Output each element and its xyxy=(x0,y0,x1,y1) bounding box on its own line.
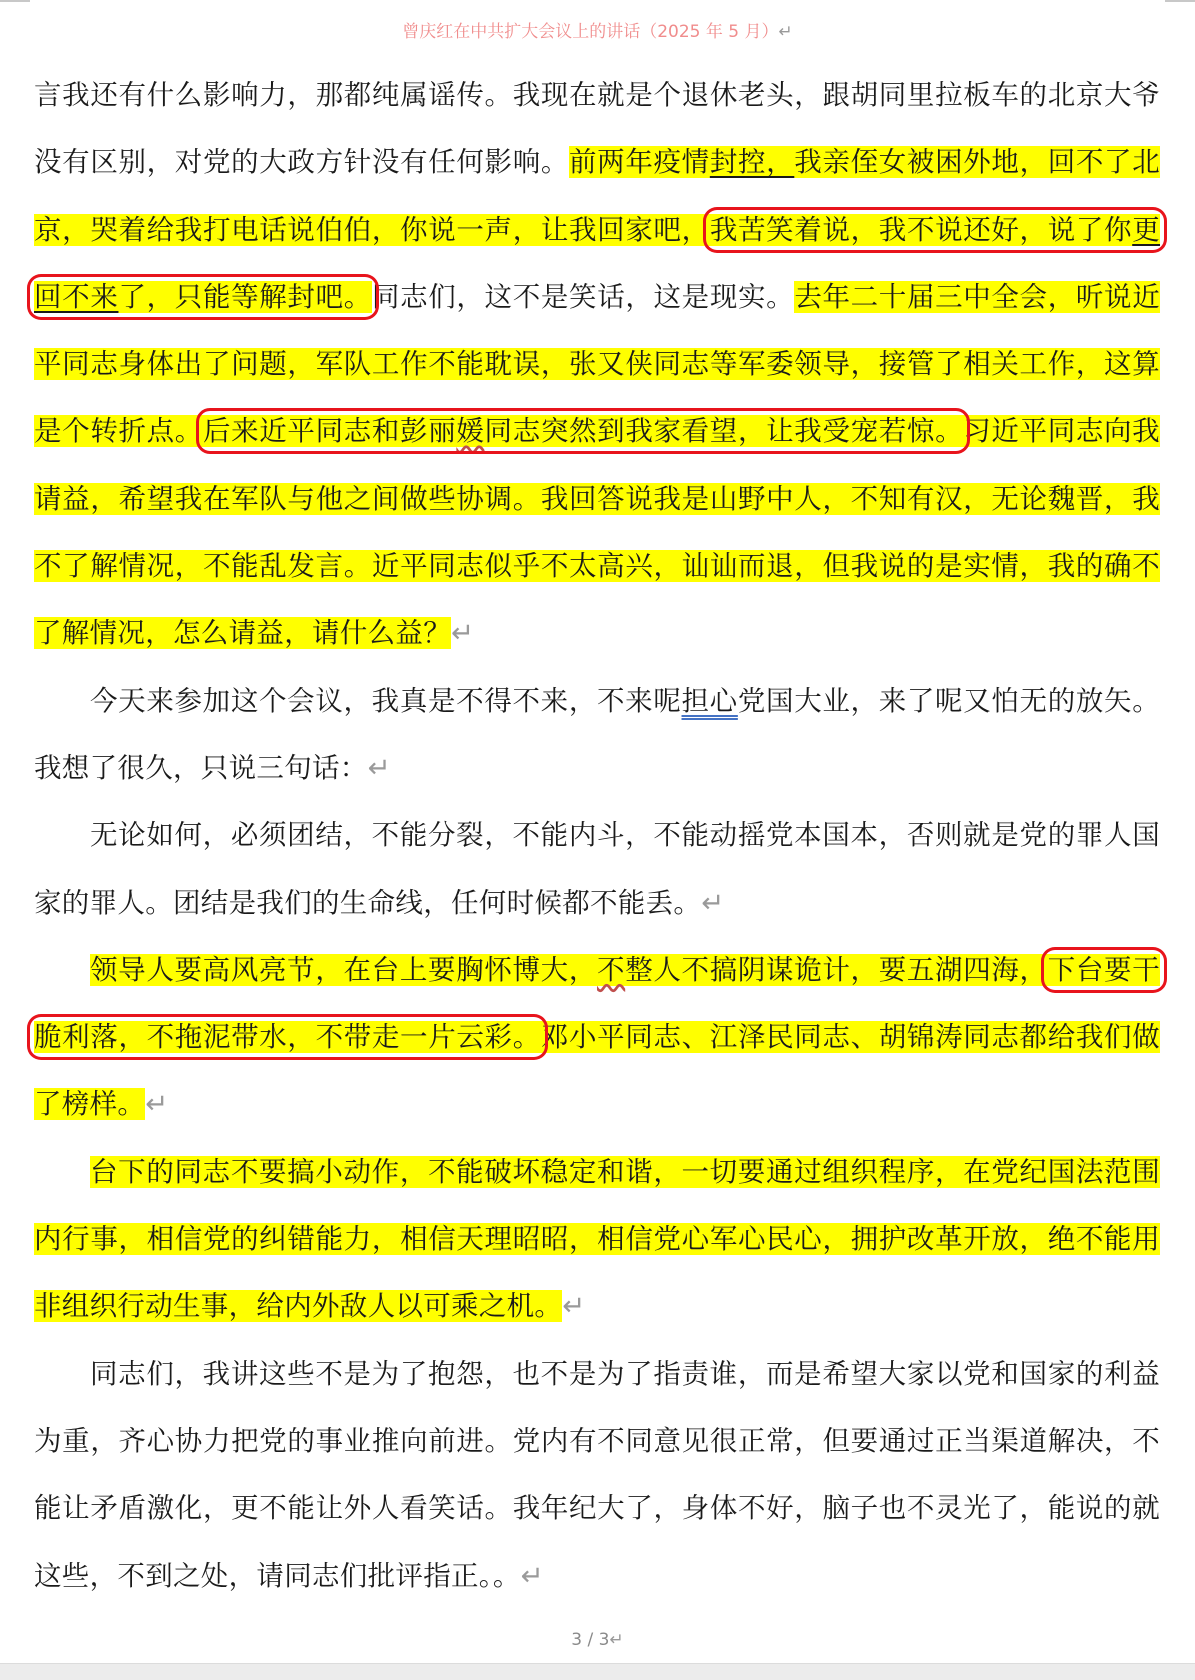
paragraph-mark-icon: ↵ xyxy=(701,886,725,919)
page-header xyxy=(0,17,1195,42)
spellcheck-underline: 不 xyxy=(597,953,626,986)
paragraph-mark-icon: ↵ xyxy=(520,1559,544,1592)
bottom-scroll-strip[interactable] xyxy=(0,1663,1195,1680)
paragraph-mark-icon: ↵ xyxy=(778,22,793,42)
text-run: 同志们，这不是笑话，这是现实。 xyxy=(371,280,795,313)
underlined-text: 封控， xyxy=(709,146,795,179)
paragraph-mark-icon: ↵ xyxy=(145,1088,169,1121)
document-body xyxy=(34,62,1160,1610)
highlighted-text: 前两年疫情封控，我亲侄女被困外地，回不了北京，哭着给我打电话说伯伯，你说一声，让我回家吧，我苦笑着说，我不说还好，说了你更回不来了，只能等解封吧。 xyxy=(34,146,1161,313)
crop-mark-left xyxy=(0,0,30,2)
underlined-text: 更回不来 xyxy=(34,213,1161,313)
paragraph-1 xyxy=(34,62,1160,668)
paragraph-mark-icon: ↵ xyxy=(451,617,475,650)
crop-mark-right xyxy=(1165,0,1195,2)
header-title: 曾庆红在中共扩大会议上的讲话（2025 年 5 月） xyxy=(402,22,779,42)
paragraph-mark-icon: ↵ xyxy=(562,1290,586,1323)
paragraph-4 xyxy=(34,937,1160,1139)
red-annotation-box: 下台要干脆利落，不拖泥带水，不带走一片云彩。 xyxy=(34,953,1161,1054)
highlighted-text: 去年二十届三中全会，听说近平同志身体出了问题，军队工作不能耽误，张又侠同志等军委领导，接管了相关工作，这算是个转折点。后来近平同志和彭丽媛同志突然到我家看望，让我受宠若惊。习近平同志向我请益，希望我在军队与他之间做些协调。我回答说我是山野中人，不知有汉，无论魏晋，我不了解情况，不能乱发言。近平同志似乎不太高兴，讪讪而退，但我说的是实情，我的确不了解情况，怎么请益，请什么益？ xyxy=(34,280,1161,650)
paragraph-mark-icon: ↵ xyxy=(609,1630,624,1650)
red-annotation-box: 后来近平同志和彭丽媛同志突然到我家看望，让我受宠若惊。 xyxy=(202,415,964,448)
paragraph-6: 同志们，我讲这些不是为了抱怨，也不是为了指责谁，而是希望大家以党和国家的利益为重，齐心协力把党的事业推向前进。党内有不同意见很正常，但要通过正当渠道解决，不能让矛盾激化，更不能让外人看笑话。我年纪大了，身体不好，脑子也不灵光了，能说的就这些，不到之处，请同志们批评指正。。↵ xyxy=(34,1357,1160,1592)
paragraph-mark-icon: ↵ xyxy=(367,751,391,784)
text-run: 言我还有什么影响力，那都纯属谣传。我现在就是个退休老头，跟胡同里拉板车的北京大爷没有区别，对党的大政方针没有任何影响。 xyxy=(34,79,1160,179)
page-number: 3 / 3↵ xyxy=(571,1630,624,1650)
highlighted-text: 领导人要高风亮节，在台上要胸怀博大，不整人不搞阴谋诡计，要五湖四海，下台要干脆利落，不拖泥带水，不带走一片云彩。邓小平同志、江泽民同志、胡锦涛同志都给我们做了榜样。 xyxy=(34,953,1161,1121)
paragraph-5 xyxy=(34,1139,1160,1341)
paragraph-2: 今天来参加这个会议，我真是不得不来，不来呢担心党国大业，来了呢又怕无的放矢。我想了很久，只说三句话：↵ xyxy=(34,684,1160,784)
grammar-underline: 担心 xyxy=(681,684,738,717)
red-annotation-box: 我苦笑着说，我不说还好，说了你更回不来了，只能等解封吧。 xyxy=(34,213,1161,313)
paragraph-3: 无论如何，必须团结，不能分裂，不能内斗，不能动摇党本国本，否则就是党的罪人国家的罪人。团结是我们的生命线，任何时候都不能丢。↵ xyxy=(34,819,1160,919)
spellcheck-underline: 媛 xyxy=(456,415,485,448)
highlighted-text: 台下的同志不要搞小动作，不能破坏稳定和谐，一切要通过组织程序，在党纪国法范围内行事，相信党的纠错能力，相信天理昭昭，相信党心军心民心，拥护改革开放，绝不能用非组织行动生事，给内外敌人以可乘之机。 xyxy=(34,1155,1160,1323)
